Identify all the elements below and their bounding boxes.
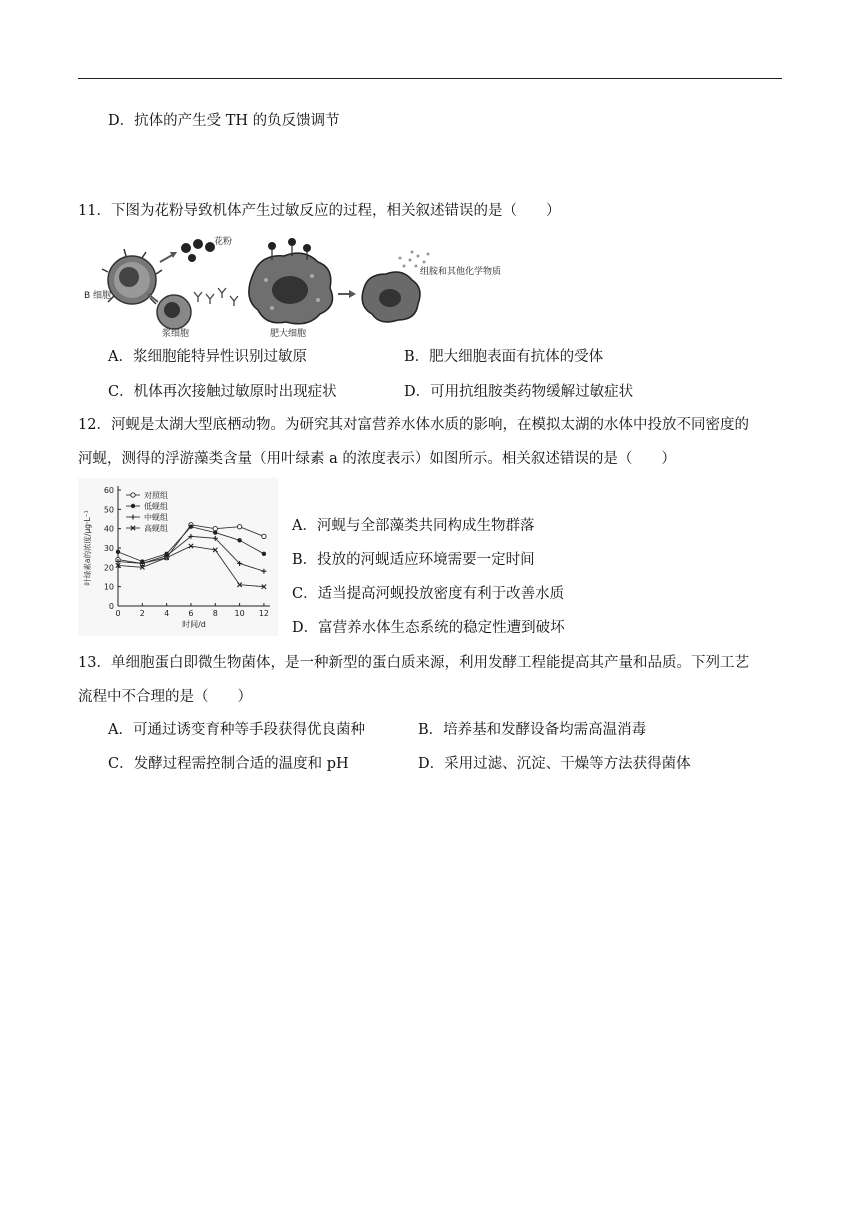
q12-option-c: C．适当提高河蚬投放密度有利于改善水质 [292,586,565,602]
data-point [213,530,217,534]
data-point [261,569,266,574]
q13-option-d: D．采用过滤、沉淀、干燥等方法获得菌体 [418,756,691,772]
data-point [237,538,241,542]
x-axis-label: 时间/d [182,620,206,629]
x-tick-label: 2 [139,609,145,618]
x-tick-label: 0 [115,609,121,618]
y-tick-label: 0 [108,602,114,611]
chart-svg [78,478,278,636]
q11-option-c: C．机体再次接触过敏原时出现症状 [108,384,337,400]
q11-stem: 11．下图为花粉导致机体产生过敏反应的过程，相关叙述错误的是（ ） [78,203,561,219]
data-point [237,525,241,529]
data-point [262,552,266,556]
histamine-label: 组胺和其他化学物质 [420,267,502,277]
q11-option-a: A．浆细胞能特异性识别过敏原 [108,349,307,365]
y-tick-label: 30 [103,544,114,553]
antibody-icons [194,288,238,306]
q13-stem-line2: 流程中不合理的是（ ） [78,689,252,705]
q11-option-d: D．可用抗组胺类药物缓解过敏症状 [404,384,634,400]
mast-cell-label: 肥大细胞 [270,329,307,338]
data-point [262,534,266,538]
q13-option-a: A．可通过诱变育种等手段获得优良菌种 [108,722,365,738]
y-axis-label: 叶绿素a的浓度/μg·L⁻¹ [83,510,92,586]
series-line [118,527,264,562]
data-point [131,493,135,497]
series-line [118,546,264,587]
legend-label: 中蚬组 [144,513,168,522]
data-point [131,504,135,508]
q13-option-b: B．培养基和发酵设备均需高温消毒 [418,722,647,738]
degranulating-mast-cell-icon [362,272,420,322]
series-line [118,525,264,564]
q11-option-b: B．肥大细胞表面有抗体的受体 [404,349,604,365]
header-rule [78,78,782,79]
pollen-label: 花粉 [214,237,233,247]
y-tick-label: 20 [103,563,114,573]
y-tick-label: 60 [103,486,114,495]
x-tick-label: 4 [164,609,170,618]
y-tick-label: 10 [103,582,114,592]
data-point [189,525,193,529]
y-tick-label: 40 [103,524,114,534]
b-cell-label: B 细胞 [84,291,112,301]
x-tick-label: 12 [258,609,270,618]
q12-stem-line1: 12．河蚬是太湖大型底栖动物。为研究其对富营养水体水质的影响，在模拟太湖的水体中投放不同密度的 [78,417,749,433]
plasma-cell-label: 浆细胞 [162,329,190,338]
q12-stem-line2: 河蚬，测得的浮游藻类含量（用叶绿素 a 的浓度表示）如图所示。相关叙述错误的是（ ） [78,451,676,467]
x-tick-label: 10 [234,609,245,618]
data-point [116,550,120,554]
chlorophyll-line-chart [78,478,278,636]
q12-option-b: B．投放的河蚬适应环境需要一定时间 [292,552,535,568]
y-tick-label: 50 [103,505,114,515]
legend-label: 对照组 [144,491,168,500]
bound-pollen-icons [268,238,311,252]
q13-stem-line1: 13．单细胞蛋白即微生物菌体，是一种新型的蛋白质来源，利用发酵工程能提高其产量和品质。下列工艺 [78,655,749,671]
prev-option-d: D．抗体的产生受 TH 的负反馈调节 [108,113,340,129]
x-tick-label: 6 [188,609,194,618]
pollen-grains-icon [181,239,215,262]
legend-label: 高蚬组 [144,524,168,533]
q12-option-d: D．富营养水体生态系统的稳定性遭到破坏 [292,620,565,636]
allergy-process-figure [82,232,512,338]
q12-option-a: A．河蚬与全部藻类共同构成生物群落 [292,518,535,534]
data-point [131,515,136,520]
plasma-cell-icon [157,295,191,329]
q13-option-c: C．发酵过程需控制合适的温度和 pH [108,756,349,772]
mast-cell-icon [249,253,333,324]
data-point [213,526,217,530]
legend-label: 低蚬组 [144,502,168,511]
x-tick-label: 8 [212,609,218,618]
histamine-granules-icon [399,251,430,268]
